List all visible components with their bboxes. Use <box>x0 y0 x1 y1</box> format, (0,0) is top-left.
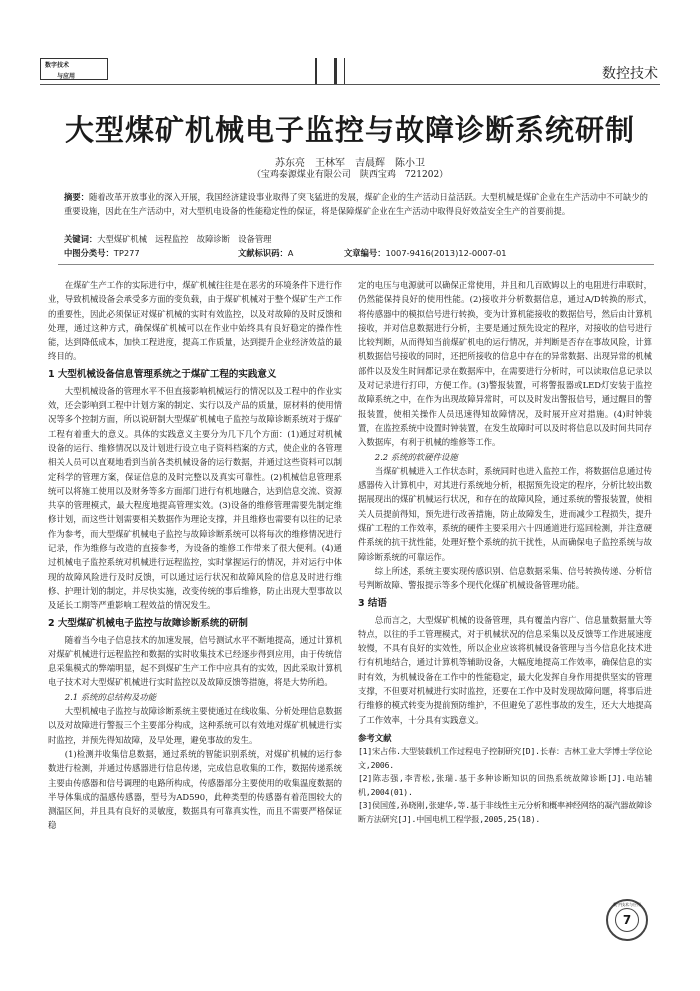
document-code-label: 文献标识码： <box>238 248 288 258</box>
page-number-badge <box>606 899 648 941</box>
journal-logo-line1: 数字技术 <box>45 62 70 69</box>
document-code-value: A <box>287 248 294 258</box>
paragraph: 在煤矿生产工作的实际进行中，煤矿机械往往是在恶劣的环境条件下进行作业，导致机械设备会承受多方面的变负载，由于煤矿机械对于整个煤矿生产工作的重要性，因此必须保证对煤矿机械的实时有效监控，以及对故障的及时反馈和处理，通过这种方式，确保煤矿机械可以在作业中始终具有良好稳定的操作性能，达到降低成本，加快工程进度，提高工作质量，达到提升企业经济效益的最终目的。 <box>48 280 342 362</box>
subsection-heading: 2.2 系统的软硬件设施 <box>374 451 458 462</box>
abstract <box>64 190 648 218</box>
article-number <box>344 246 507 260</box>
document-code <box>238 246 293 260</box>
reference-item: [1]宋占伟.大型装载机工作过程电子控制研究[D].长春：吉林工业大学博士学位论文,2006. <box>358 746 652 770</box>
badge-ring-text: 数字技术与应用 <box>613 902 641 907</box>
header-decor-bar <box>334 58 337 84</box>
section-heading: 3 结语 <box>358 597 387 609</box>
paragraph: 随着当今电子信息技术的加速发展，信号测试水平不断地提高，通过计算机对煤矿机械进行远程监控和数据的实时收集技术已经逐步得到应用，由于传统信息采集模式的弊端明显，起不到煤矿生产工作中应具有的实效，因此采取计算机电子技术对大型煤矿机械进行实时监控以及故障反馈等措施，将是大势所趋。 <box>48 634 342 688</box>
clc-value: TP277 <box>113 248 140 258</box>
article-number-value: 1007-9416(2013)12-0007-01 <box>385 248 507 258</box>
journal-logo <box>40 58 108 80</box>
paragraph: (1)检测并收集信息数据，通过系统的智能识别系统，对煤矿机械的运行参数进行检测，并通过传感器进行信息传递，完成信息收集的工作，数据传递系统主要由传感器和信号调理的电路所构成，传感器部分主要使用的收集温度数据的半导体集成的温感传感器，型号为AD590，此种类型的传感器有着范围较大的测温区间，并且具有良好的灵敏度，数据具有可靠真实性，而且不需要严格保证稳 <box>48 748 342 831</box>
abstract-label: 摘要： <box>64 192 90 202</box>
paragraph: 大型机械电子监控与故障诊断系统主要使通过在线收集、分析处理信息数据以及对故障进行警报三个主要部分构成，这种系统可以有效地对煤矿机械进行实时监控，并预先得知故障，及早处理，避免事故的发生。 <box>48 706 342 745</box>
references-title: 参考文献 <box>358 732 392 743</box>
article-title: 大型煤矿机械电子监控与故障诊断系统研制 <box>64 113 635 147</box>
left-column <box>48 278 342 833</box>
header-decor-bar <box>315 58 317 84</box>
header-rule <box>40 84 660 85</box>
article-affiliation: （宝鸡泰源煤业有限公司 陕西宝鸡 721202） <box>251 170 449 180</box>
paragraph: 定的电压与电源就可以确保正常使用，并且和几百欧姆以上的电阻进行串联时，仍然能保持良好的使用性能。(2)接收并分析数据信息，通过A/D转换的形式，将传感器中的模拟信号进行转换，变为计算机能接收的数据信号，然后由计算机接收，并对信息数据进行分析，主要是通过预先设定的程序，对接收的信号进行比较判断，从而得知当前煤矿机电的运行情况，并判断是否存在事故风险，计算机数据信号接收的同时，还把所接收的信息中存在的异常数据、出现异常的机械部件以及发生时间都记录在数据库中，在需要进行分析时，可以读取信息记录以及对记录进行打印，方便工作。(3)警报装置，可将警报器或LED灯安装于监控故障系统之中，在作为出现故障异常时，可以及时发出警报信号，通过醒目的警报装置，使相关操作人员迅速得知故障情况，及时展开应对措施。(4)时钟装置，在监控系统中设置时钟装置，在发生故障时可以及时将信息以及时间共同存入数据库，有利于机械的维修等工作。 <box>358 280 652 448</box>
paragraph: 大型机械设备的管理水平不但直接影响机械运行的情况以及工程中的作业实效，还会影响到工程中计划方案的制定、实行以及产品的质量，原材料的使用情况等多个控制方面，所以说研制大型煤矿机械电子监控与故障诊断系统对于煤矿工程有着重大的意义。具体的实践意义主要分为几下几个方面：(1)通过对机械设备的运行、维修情况以及计划进行设立电子资料档案的方式，使企业的各管理相关人员可以直观地看到当前各类机械设备的运行数据，并通过这些资料可以制定科学的管理方案，保证信息的及时完整以及真实可靠性。(2)机械信息管理系统可以将施工使用以及财务等多方面部门进行有机地融合，达到信息交流、资源共享的管理模式，最大程度地提高管理实效。(3)设备的维修管理需要先制定维修计划，而这些计划需要相关数据作为理论支撑，并且维修也需要有以往的记录作为参考，而大型煤矿机械电子监控与故障诊断系统可以将每次的维修情况进行记录，作为维修与改造的直接参考，为设备的维修工作带来了很大便利。(4)通过机械电子监控系统对机械进行远程监控，实时掌握运行的情况，并对运行中体现的故障风险进行及时反馈，可以通过运行状况和故障风险的信息及时进行维修、护理计划的制定，并尽快实施，改变传统的事后维修，防止出现大型事故以及延长工期等严重影响工程效益的情况发生。 <box>48 385 342 611</box>
column-name: 数控技术 <box>602 66 658 82</box>
paragraph: 总而言之，大型煤矿机械的设备管理，具有覆盖内容广、信息量数据量大等特点，以往的手工管理模式，对于机械状况的信息采集以及反馈等工作进展速度较慢，不具有良好的实效性，所以企业应该将机械设备管理与当今信息化技术进行有机地结合，通过计算机等辅助设备，大幅度地提高工作效率，确保信息的实时有效，为机械设备在工作中的性能稳定，最大化发挥自身作用提供坚实的管理支撑，不但要对机械进行实时监控，还要在工作中及时发现故障问题，将事后进行维修的模式转变为提前预防维护，不但避免了恶性事故的发生，还大大地提高了工作效率，十分具有实践意义。 <box>358 614 652 725</box>
header-decor-bar <box>344 58 345 84</box>
section-heading: 1 大型机械设备信息管理系统之于煤矿工程的实践意义 <box>48 368 277 380</box>
reference-item: [3]侯国莲,孙晓刚,张建华,等.基于非线性主元分析和概率神经网络的凝汽器故障诊断方法研究[J].中国电机工程学报,2005,25(18). <box>358 800 652 824</box>
article-number-label: 文章编号： <box>344 248 386 258</box>
keywords <box>64 232 648 246</box>
page-number: 7 <box>615 908 639 932</box>
abstract-text: 随着改革开放事业的深入开展，我国经济建设事业取得了突飞猛进的发展，煤矿企业的生产活动日益活跃。大型机械是煤矿企业在生产活动中不可缺少的重要设施，因此在生产活动中，对大型机电设备的性能稳定性的保证，将是保障煤矿企业在生产活动中取得良好效益安全生产的首要前提。 <box>64 192 648 216</box>
abstract-divider <box>58 264 654 265</box>
section-heading: 2 大型煤矿机械电子监控与故障诊断系统的研制 <box>48 617 248 629</box>
keywords-text: 大型煤矿机械 远程监控 故障诊断 设备管理 <box>97 234 272 244</box>
article-authors: 苏东亮 王林军 吉晨辉 陈小卫 <box>275 158 425 169</box>
clc-label: 中图分类号： <box>64 248 114 258</box>
paragraph: 综上所述，系统主要实现传感识别、信息数据采集、信号转换传递、分析信号判断故障、警报提示等多个现代化煤矿机械设备管理功能。 <box>358 565 652 591</box>
right-column <box>358 278 652 826</box>
clc-number <box>64 246 140 260</box>
keywords-label: 关键词： <box>64 234 98 244</box>
paragraph: 当煤矿机械进入工作状态时，系统同时也进入监控工作，将数据信息通过传感器传入计算机中，对其进行系统地分析，根据预先设定的程序，分析比较出数据展现出的煤矿机械运行状况，和存在的故障风险，通过系统的警报装置，使相关人员提前得知，预先进行改善措施，防止故障发生，进而减少工程损失，提升煤矿工程的工作效率，系统的硬件主要采用六十四通道进行巡回检测，并注意硬件系统的抗干扰性能，处理好整个系统的抗干扰性，从而确保电子监控系统与故障诊断系统的可靠运作。 <box>358 465 652 562</box>
reference-item: [2]陈志强,李青松,张瑞.基于多种诊断知识的回热系统故障诊断[J].电站辅机,2004(01). <box>358 773 652 797</box>
subsection-heading: 2.1 系统的总结构及功能 <box>64 691 157 702</box>
journal-logo-line2: 与应用 <box>57 73 76 80</box>
